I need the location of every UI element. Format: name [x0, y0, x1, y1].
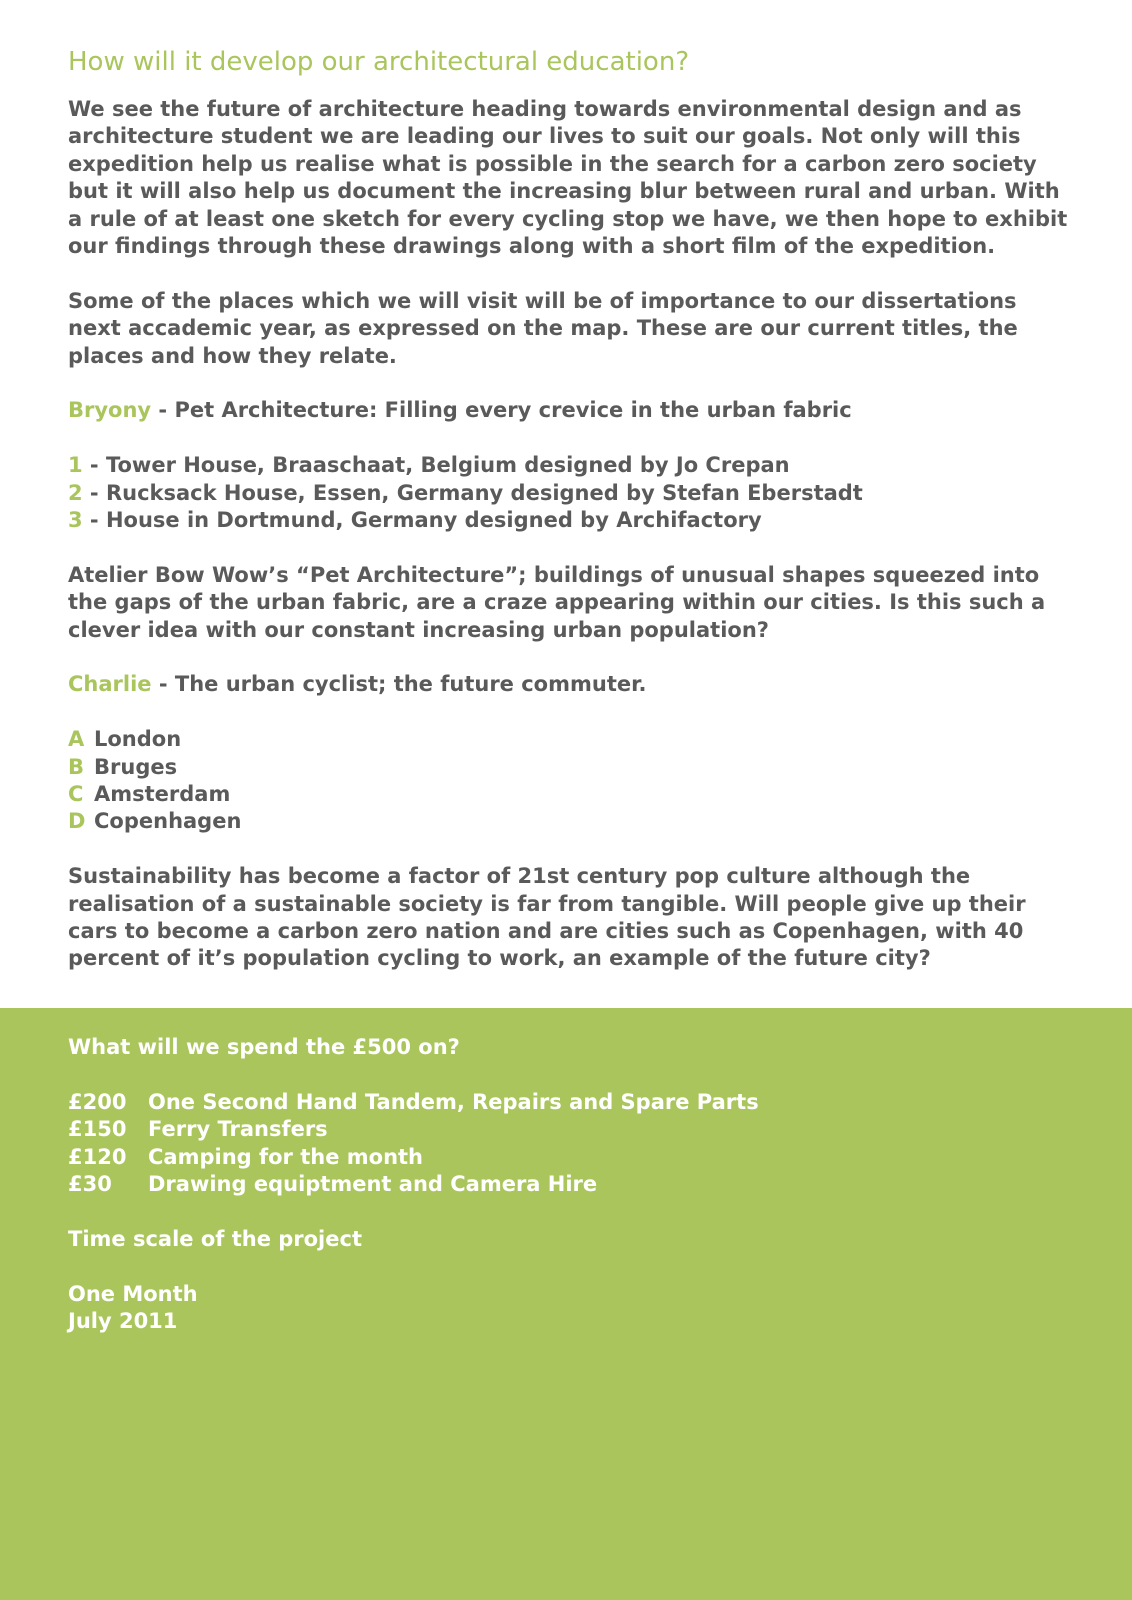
charlie-description: Sustainability has become a factor of 21st century pop culture although the realisation of a sustainable society is far from tangible. Will people give up their cars to become a carbon zero nation and are cities such as Copenhagen, with 40 percent of it’s population cycling to work, an example of the future city? [68, 864, 1026, 971]
budget-item: Ferry Transfers [148, 1117, 328, 1142]
bryony-name: Bryony [68, 398, 152, 423]
list-item [68, 754, 1068, 781]
city-name: Copenhagen [94, 809, 242, 834]
timescale-heading: Time scale of the project [68, 1226, 362, 1251]
list-item [68, 808, 1068, 835]
main-content [68, 42, 1068, 973]
budget-amount: £30 [68, 1172, 112, 1197]
budget-content [68, 1034, 759, 1335]
budget-amount: £200 [68, 1089, 127, 1114]
budget-row [68, 1144, 759, 1171]
budget-question: What will we spend the £500 on? [68, 1035, 460, 1059]
page-title: How will it develop our architectural education? [68, 47, 690, 77]
bryony-dissertation-title: - Pet Architecture: Filling every crevice in the urban fabric [151, 398, 852, 423]
city-name: Bruges [94, 754, 178, 779]
budget-amount: £150 [68, 1117, 127, 1142]
city-name: London [94, 727, 182, 752]
charlie-title-line [68, 671, 1068, 698]
city-marker: D [68, 809, 86, 834]
list-item [68, 726, 1068, 753]
budget-list [68, 1089, 759, 1199]
budget-row [68, 1171, 759, 1198]
place-text: - House in Dortmund, Germany designed by Archifactory [82, 508, 762, 533]
list-item [68, 452, 1068, 479]
place-text: - Tower House, Braaschaat, Belgium designed by Jo Crepan [82, 453, 790, 478]
city-marker: B [68, 754, 85, 779]
list-item [68, 781, 1068, 808]
budget-amount: £120 [68, 1144, 127, 1169]
budget-row [68, 1116, 759, 1143]
charlie-name: Charlie [68, 672, 152, 697]
charlie-dissertation-title: - The urban cyclist; the future commuter. [151, 672, 647, 697]
city-name: Amsterdam [94, 782, 231, 807]
timescale-date: July 2011 [68, 1309, 178, 1334]
list-item [68, 507, 1068, 534]
bryony-title-line [68, 397, 1068, 424]
list-item [68, 480, 1068, 507]
city-marker: C [68, 782, 84, 807]
budget-row [68, 1089, 759, 1116]
budget-item: One Second Hand Tandem, Repairs and Spare Parts [148, 1089, 759, 1114]
charlie-cities-list [68, 726, 1068, 836]
place-text: - Rucksack House, Essen, Germany designed by Stefan Eberstadt [82, 480, 863, 505]
intro-paragraph: We see the future of architecture heading towards environmental design and as architecture student we are leading our lives to suit our goals. Not only will this expedition help us realise what is possible in the search for a carbon zero society but it will also help us document the increasing blur between rural and urban. With a rule of at least one sketch for every cycling stop we have, we then hope to exhibit our findings through these drawings along with a short film of the expedition. [68, 97, 1068, 259]
timescale-duration: One Month [68, 1281, 198, 1306]
city-marker: A [68, 727, 85, 752]
bryony-description: Atelier Bow Wow’s “Pet Architecture”; buildings of unusual shapes squeezed into the gaps of the urban fabric, are a craze appearing within our cities. Is this such a clever idea with our constant increasing urban population? [68, 562, 1046, 642]
dissertation-intro-paragraph: Some of the places which we will visit will be of importance to our dissertations next accademic year, as expressed on the map. These are our current titles, the places and how they relate. [68, 288, 1018, 368]
place-marker: 2 [68, 480, 83, 505]
budget-item: Camping for the month [148, 1144, 424, 1169]
place-marker: 3 [68, 508, 83, 533]
place-marker: 1 [68, 453, 83, 478]
bryony-places-list [68, 452, 1068, 534]
budget-item: Drawing equiptment and Camera Hire [148, 1172, 598, 1197]
